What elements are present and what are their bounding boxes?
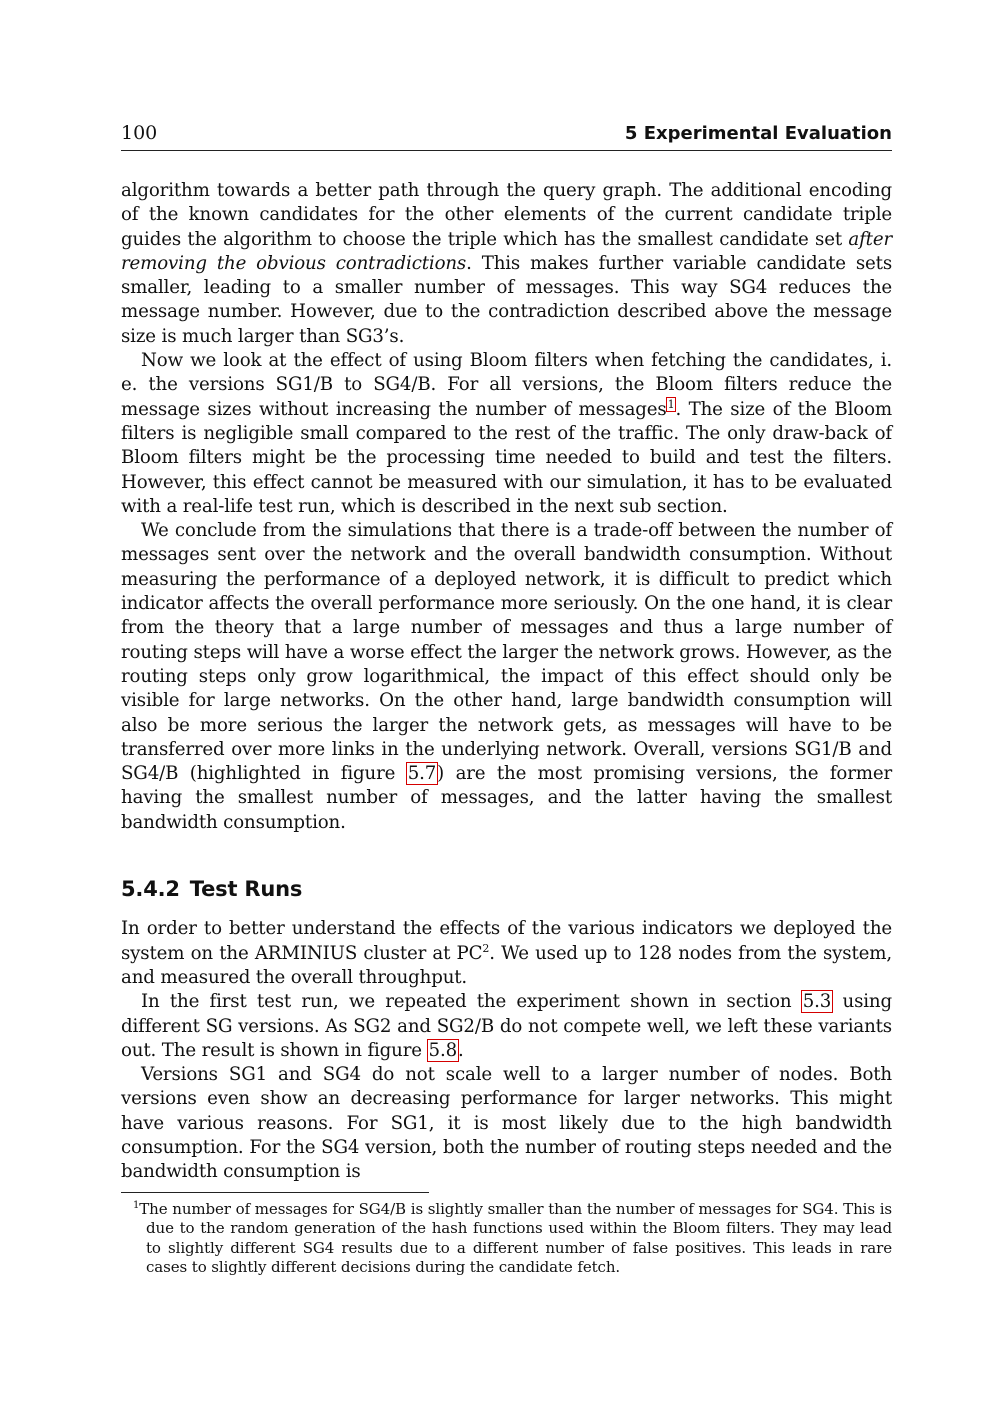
paragraph-6: Versions SG1 and SG4 do not scale well to a larger number of nodes. Both versions even show an decreasing performance for larger networks. This might have various reasons. For SG1, it is most likely due to the high bandwidth consumption. For the SG4 version, both the number of routing steps needed and the bandwidth consumption is [121, 1064, 892, 1183]
section-number: 5.4.2 [121, 877, 180, 902]
section-heading [121, 877, 892, 901]
running-header [121, 120, 892, 151]
chapter-title: 5 Experimental Evaluation [624, 123, 892, 144]
section-link-5-3[interactable]: 5.3 [802, 991, 832, 1013]
paragraph-1: algorithm towards a better path through the query graph. The additional encoding of the known candidates for the other elements of the current candidate triple guides the algorithm to choose the triple which has the smallest candidate set after removing the obvious contradictions. This makes further variable candidate sets smaller, leading to a smaller number of messages. This way SG4 reduces the message number. However, due to the contradiction described above the message size is much larger than SG3’s. [121, 180, 892, 347]
paragraph-2: Now we look at the effect of using Bloom filters when fetching the candidates, i. e. the versions SG1/B to SG4/B. For all versions, the Bloom filters reduce the message sizes without increasing the number of messages$^1$. The size of the Bloom filters is negligible small compared to the rest of the traffic. The only draw-back of Bloom filters might be the processing time needed to build and test the filters. However, this effect cannot be measured with our simulation, it has to be evaluated with a real-life test run, which is described in the next sub section. [121, 350, 892, 517]
page-number: 100 [121, 122, 158, 144]
page [121, 120, 892, 1278]
footnote-mark-2: 2 [482, 941, 490, 955]
footnote [121, 1200, 892, 1278]
footnote-mark: 1 [133, 1199, 140, 1211]
paragraph-5: In the first test run, we repeated the experiment shown in section 5.3 using different SG versions. As SG2 and SG2/B do not compete well, we left these variants out. The result is shown in figure 5.8. [121, 991, 892, 1061]
figure-link-5-8[interactable]: 5.8 [428, 1039, 458, 1061]
body-text [121, 179, 892, 1185]
emphasis-text: after removing the obvious contradictions [121, 228, 892, 274]
footnote-text: The number of messages for SG4/B is slightly smaller than the number of messages for SG4. This is due to the random generation of the hash functions used within the Bloom filters. They may lead to slightly different SG4 results due to a different number of false positives. This leads in rare cases to slightly different decisions during the candidate fetch. [139, 1199, 892, 1277]
footnote-rule [121, 1192, 429, 1193]
paragraph-4: In order to better understand the effects of the various indicators we deployed the system on the ARMINIUS cluster at $PC^2$. We used up to 128 nodes from the system, and measured the overall throughput. [121, 918, 892, 988]
footnote-link-1[interactable]: 1 [667, 397, 675, 411]
section-title: Test Runs [189, 877, 303, 902]
figure-link-5-7[interactable]: 5.7 [407, 763, 437, 785]
paragraph-3: We conclude from the simulations that there is a trade-off between the number of messages sent over the network and the overall bandwidth consumption. Without measuring the performance of a deployed network, it is difficult to predict which indicator affects the overall performance more seriously. On the one hand, it is clear from the theory that a large number of messages and thus a large number of routing steps will have a worse effect the larger the network grows. However, as the routing steps only grow logarithmical, the impact of this effect should only be visible for large networks. On the other hand, large bandwidth consumption will also be more serious the larger the network gets, as messages will have to be transferred over more links in the underlying network. Overall, versions SG1/B and SG4/B (highlighted in figure 5.7) are the most promising versions, the former having the smallest number of messages, and the latter having the smallest bandwidth consumption. [121, 520, 893, 833]
